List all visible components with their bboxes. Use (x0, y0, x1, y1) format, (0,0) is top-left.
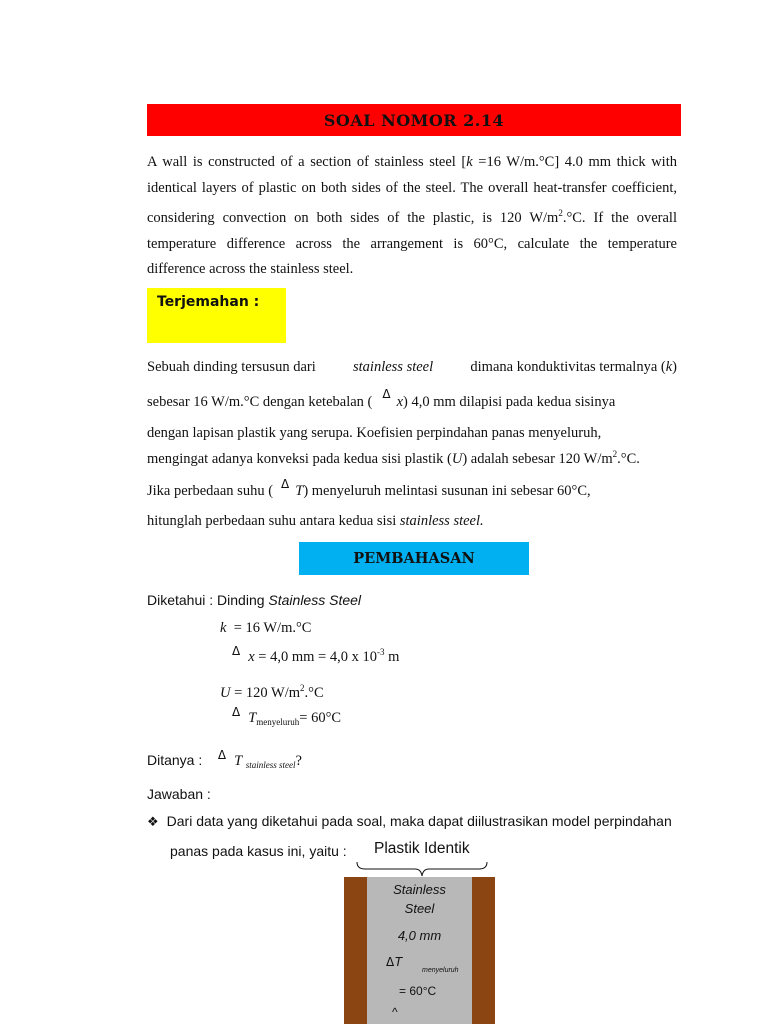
known-x (232, 644, 400, 666)
diagram-t-subscript: menyeluruh (422, 967, 459, 974)
delta-icon: Δ (217, 748, 227, 762)
tr-l1c-text: dimana konduktivitas termalnya ( (470, 359, 666, 375)
diagram-t-symbol: T (394, 954, 403, 969)
translation-line-6 (147, 513, 677, 530)
problem-k: k (466, 154, 473, 170)
section-banner (299, 542, 529, 575)
x-unit: m (384, 649, 400, 665)
page-title: SOAL NOMOR 2.14 (323, 110, 505, 130)
diagram-delta-t (386, 954, 402, 969)
tr-l1d: ) (672, 359, 677, 375)
tr-l2a (147, 387, 616, 411)
tr-l4 (147, 449, 640, 468)
problem-text-1: A wall is constructed of a section of stainless steel [ (147, 154, 467, 170)
asked-t-subscript: stainless steel (245, 760, 296, 770)
u-symbol: U (220, 685, 231, 701)
asked-question-mark: ? (295, 753, 302, 769)
tr-l1b: stainless steel (353, 359, 434, 375)
asked-label: Ditanya : (147, 752, 203, 768)
u-sup: 2 (300, 683, 305, 693)
k-value: = 16 W/m.°C (233, 620, 312, 636)
tr-l5a: Jika perbedaan suhu ( (147, 483, 274, 499)
delta-icon: Δ (382, 387, 391, 401)
steel-layer (367, 877, 472, 1024)
tr-l4c: .°C. (617, 451, 640, 467)
plastic-label: Plastik Identik (374, 840, 470, 857)
translation-line-3 (147, 425, 677, 442)
diagram-caret: ^ (392, 1005, 398, 1019)
bullet-line-2: panas pada kasus ini, yaitu : (170, 843, 347, 859)
k-symbol: k (220, 620, 227, 636)
problem-sup: 2 (558, 208, 563, 218)
steel-label-2: Steel (404, 901, 435, 916)
delta-icon: Δ (386, 955, 395, 969)
plastic-brace (355, 860, 490, 878)
plastic-layer-left (344, 877, 367, 1024)
x-exponent: -3 (376, 647, 385, 657)
problem-statement (147, 150, 677, 283)
diamond-bullet-icon: ❖ (147, 815, 159, 830)
tr-l2x: x (396, 394, 404, 410)
tr-l6b: stainless steel. (399, 513, 484, 529)
x-value: = 4,0 mm = 4,0 x 10 (258, 649, 377, 665)
x-symbol: x (248, 649, 255, 665)
known-heading (147, 592, 361, 608)
translation-label: Terjemahan : (157, 294, 260, 310)
tr-l5b: ) menyeluruh melintasi susunan ini sebesar 60°C, (303, 483, 591, 499)
u-unit: .°C (304, 685, 324, 701)
known-t (232, 705, 342, 727)
steel-label-1: Stainless (393, 882, 446, 897)
translation-line-2 (147, 387, 677, 411)
tr-l5 (147, 477, 591, 500)
translation-line-4 (147, 449, 677, 468)
t-symbol: T (248, 710, 257, 726)
tr-l4b: ) adalah sebesar 120 W/m (462, 451, 613, 467)
title-banner (147, 104, 681, 136)
plastic-layer-right (472, 877, 495, 1024)
asked-t-symbol: T (234, 753, 243, 769)
translation-line-5 (147, 477, 677, 500)
translation-box (147, 288, 286, 343)
known-k (220, 620, 311, 637)
wall-diagram (344, 877, 495, 1024)
delta-icon: Δ (232, 705, 241, 719)
tr-l2b: ) 4,0 mm dilapisi pada kedua sisinya (403, 394, 616, 410)
bullet-text-1: Dari data yang diketahui pada soal, maka dapat diilustrasikan model perpindahan (166, 813, 672, 829)
problem-text-3: .°C. If the overall temperature difference across the arrangement is 60°C, calculate the temperature difference across the stainless steel. (147, 210, 677, 277)
delta-icon: Δ (281, 477, 290, 491)
tr-l1k: k (665, 359, 673, 375)
tr-l1a: Sebuah dinding tersusun dari (147, 359, 316, 375)
u-value: = 120 W/m (234, 685, 301, 701)
t-value: = 60°C (299, 710, 342, 726)
thickness-label: 4,0 mm (397, 928, 442, 943)
asked-row (147, 748, 302, 770)
known-label: Diketahui : Dinding (147, 592, 265, 608)
t-subscript: menyeluruh (256, 717, 300, 727)
tr-l4u: U (451, 451, 463, 467)
translation-line-1 (147, 359, 677, 376)
tr-l2a-text: sebesar 16 W/m.°C dengan ketebalan ( (147, 394, 373, 410)
known-material: Stainless Steel (268, 592, 362, 608)
tr-l4a: mengingat adanya konveksi pada kedua sisi plastik ( (147, 451, 452, 467)
tr-l4sup: 2 (612, 449, 618, 459)
known-u (220, 683, 324, 702)
tr-l5t: T (295, 483, 304, 499)
answer-label: Jawaban : (147, 786, 211, 802)
tr-l6a: hitunglah perbedaan suhu antara kedua sisi (147, 513, 397, 529)
diagram-t-value: = 60°C (399, 984, 437, 998)
bullet-line-1 (147, 813, 672, 830)
problem-text-2: =16 W/m.°C] 4.0 mm thick with identical layers of plastic on both sides of the steel. The overall heat-transfer coefficient, considering convection on both sides of the plastic, is 120 W/m (147, 154, 677, 226)
tr-l1c (470, 359, 677, 376)
section-title: PEMBAHASAN (353, 550, 475, 567)
delta-icon: Δ (232, 644, 241, 658)
tr-l3: dengan lapisan plastik yang serupa. Koefisien perpindahan panas menyeluruh, (147, 425, 602, 441)
